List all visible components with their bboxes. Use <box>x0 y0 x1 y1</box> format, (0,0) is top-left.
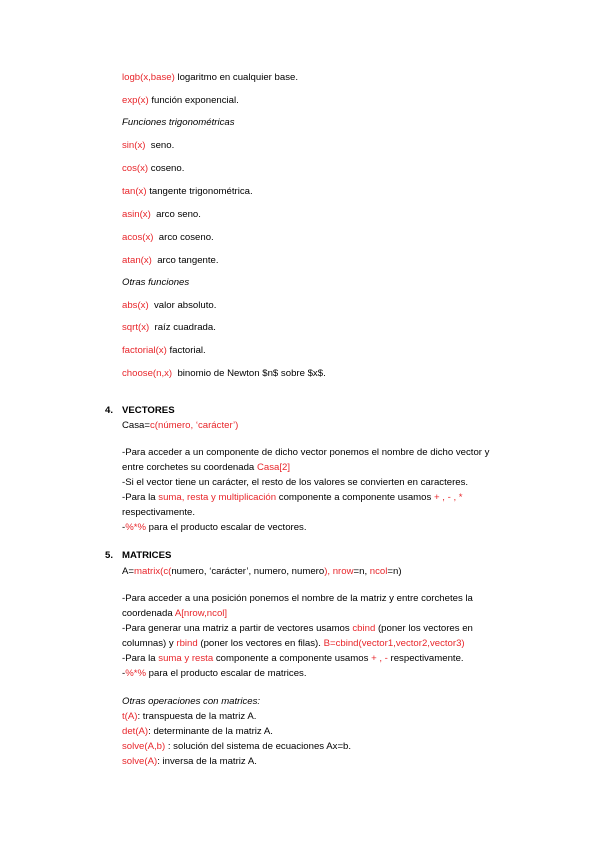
text: para el producto escalar de matrices. <box>146 668 307 679</box>
function-choose <box>122 368 326 380</box>
description: : determinante de la matriz A. <box>148 726 273 737</box>
paragraph-line <box>122 668 307 680</box>
code: Casa[2] <box>256 462 291 473</box>
description: factorial. <box>169 345 206 356</box>
code: tan(x) <box>122 186 147 197</box>
section-title-vectores: VECTORES <box>122 405 175 416</box>
function-sqrt <box>122 322 216 334</box>
code: choose(n,x) <box>122 368 173 379</box>
description: : solución del sistema de ecuaciones Ax=b. <box>165 741 352 752</box>
trig-heading: Funciones trigonométricas <box>122 117 235 128</box>
section-title-matrices: MATRICES <box>122 550 172 561</box>
matrix-op-det <box>122 726 273 738</box>
text: - <box>122 522 126 533</box>
paragraph-line <box>122 623 473 635</box>
code: cbind <box>352 623 376 634</box>
description: : transpuesta de la matriz A. <box>137 711 257 722</box>
function-asin <box>122 209 201 221</box>
description: arco tangente. <box>157 255 219 266</box>
matrix-ops-heading: Otras operaciones con matrices: <box>122 696 261 707</box>
code: suma y resta <box>158 653 214 664</box>
code: ncol <box>369 566 388 577</box>
code: + , - , * <box>433 492 463 503</box>
code: matrix(c( <box>134 566 172 577</box>
code: %*% <box>125 522 146 533</box>
description: binomio de Newton $n$ sobre $x$. <box>177 368 326 379</box>
paragraph-line: -Para acceder a una posición ponemos el nombre de la matriz y entre corchetes la <box>122 593 473 604</box>
text: A= <box>122 566 135 577</box>
text: (poner los vectores en filas). <box>197 638 324 649</box>
function-tan <box>122 186 253 198</box>
code: factorial(x) <box>122 345 167 356</box>
description: arco coseno. <box>158 232 214 243</box>
function-cos <box>122 163 184 175</box>
code: ), nrow <box>324 566 354 577</box>
vector-syntax <box>122 420 238 432</box>
description: coseno. <box>150 163 185 174</box>
description: arco seno. <box>156 209 201 220</box>
code: acos(x) <box>122 232 154 243</box>
paragraph-line: respectivamente. <box>122 507 196 518</box>
code: exp(x) <box>122 95 149 106</box>
other-heading: Otras funciones <box>122 277 190 288</box>
text: -Para generar una matriz a partir de vectores usamos <box>122 623 353 634</box>
matrix-op-solve-system <box>122 741 351 753</box>
text: componente a componente usamos <box>276 492 434 503</box>
matrix-syntax <box>122 566 402 578</box>
text: entre corchetes su coordenada <box>122 462 257 473</box>
matrix-op-inverse <box>122 756 257 768</box>
text: =n) <box>387 566 402 577</box>
code: atan(x) <box>122 255 152 266</box>
paragraph-line: -Para acceder a un componente de dicho vector ponemos el nombre de dicho vector y <box>122 447 490 458</box>
text: respectivamente. <box>387 653 464 664</box>
section-number: 4. <box>105 405 114 416</box>
code: suma, resta y multiplicación <box>158 492 277 503</box>
text: -Para la <box>122 653 159 664</box>
code: %*% <box>125 668 146 679</box>
paragraph-line <box>122 653 464 665</box>
description: seno. <box>150 140 175 151</box>
text: columnas) y <box>122 638 177 649</box>
function-acos <box>122 232 214 244</box>
syntax-prefix: Casa= <box>122 420 150 431</box>
paragraph-line <box>122 462 290 474</box>
code: + , - <box>371 653 388 664</box>
paragraph-line <box>122 522 307 534</box>
text: componente a componente usamos <box>213 653 372 664</box>
function-exp <box>122 95 239 107</box>
description: tangente trigonométrica. <box>149 186 253 197</box>
syntax-code: c(número, ‘carácter’) <box>150 420 239 431</box>
text: - <box>122 668 126 679</box>
code: A[nrow,ncol] <box>174 608 228 619</box>
text: =n, <box>353 566 370 577</box>
code: B=cbind(vector1,vector2,vector3) <box>323 638 465 649</box>
description: función exponencial. <box>151 95 239 106</box>
paragraph-line <box>122 492 463 504</box>
code: sqrt(x) <box>122 322 150 333</box>
text: (poner los vectores en <box>375 623 473 634</box>
section-number: 5. <box>105 550 114 561</box>
code: solve(A) <box>122 756 158 767</box>
function-atan <box>122 255 219 267</box>
text: numero, ‘carácter’, numero, numero <box>171 566 325 577</box>
function-abs <box>122 300 216 312</box>
text: coordenada <box>122 608 175 619</box>
description: logaritmo en cualquier base. <box>177 72 298 83</box>
text: -Para la <box>122 492 159 503</box>
text: para el producto escalar de vectores. <box>146 522 307 533</box>
paragraph-line <box>122 608 227 620</box>
code: solve(A,b) <box>122 741 166 752</box>
matrix-op-transpose <box>122 711 256 723</box>
code: logb(x,base) <box>122 72 175 83</box>
code: cos(x) <box>122 163 149 174</box>
description: raíz cuadrada. <box>154 322 216 333</box>
function-logb <box>122 72 298 84</box>
description: : inversa de la matriz A. <box>157 756 257 767</box>
description: valor absoluto. <box>154 300 217 311</box>
function-factorial <box>122 345 206 357</box>
code: det(A) <box>122 726 149 737</box>
code: t(A) <box>122 711 138 722</box>
function-sin <box>122 140 174 152</box>
code: abs(x) <box>122 300 149 311</box>
code: asin(x) <box>122 209 151 220</box>
code: sin(x) <box>122 140 146 151</box>
paragraph-line: -Si el vector tiene un carácter, el resto de los valores se convierten en caracteres. <box>122 477 469 488</box>
paragraph-line <box>122 638 465 650</box>
code: rbind <box>176 638 198 649</box>
